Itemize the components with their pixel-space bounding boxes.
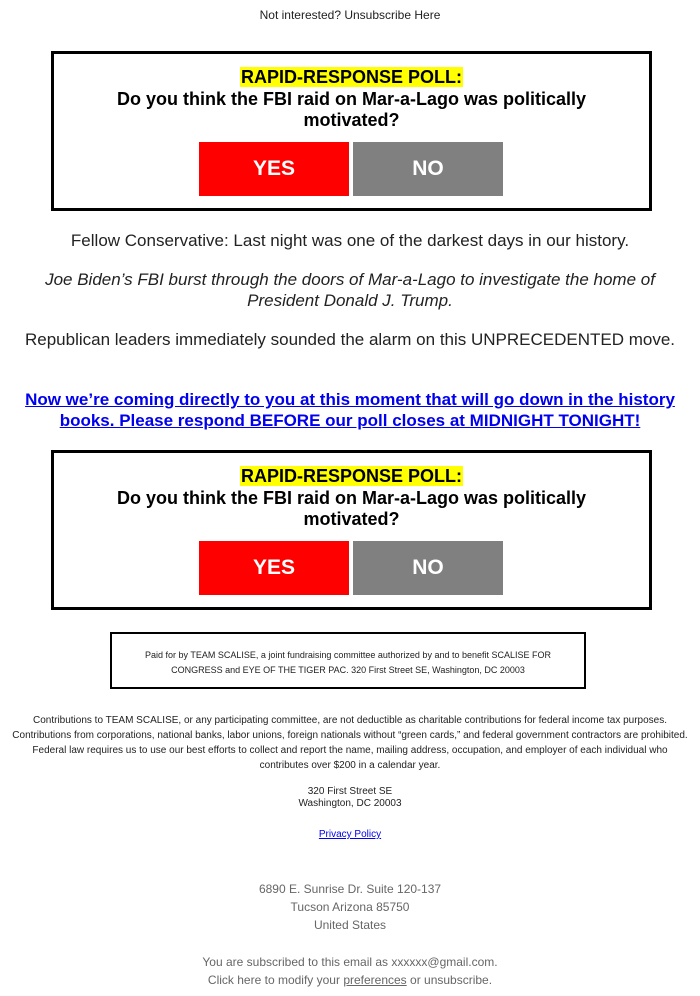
committee-address (0, 786, 700, 810)
subscribed-text: You are subscribed to this email as xxxxxx@gmail.com. (202, 955, 498, 969)
address-line: 6890 E. Sunrise Dr. Suite 120-137 (258, 882, 442, 896)
poll-label: RAPID-RESPONSE POLL: (240, 67, 463, 87)
address-line: United States (313, 918, 387, 932)
poll-label: RAPID-RESPONSE POLL: (240, 466, 463, 486)
modify-line (0, 971, 700, 989)
body-paragraph-1: Fellow Conservative: Last night was one of the darkest days in our history. (70, 231, 630, 250)
poll-question: Do you think the FBI raid on Mar-a-Lago was politically motivated? (116, 89, 587, 130)
address-line: Washington, DC 20003 (298, 798, 402, 809)
address-line: Tucson Arizona 85750 (290, 900, 410, 914)
poll-box-bottom (51, 450, 652, 610)
yes-button[interactable]: YES (199, 142, 349, 196)
body-paragraph-2: Joe Biden’s FBI burst through the doors of Mar-a-Lago to investigate the home of President Donald J. Trump. (45, 270, 655, 310)
yes-button[interactable]: YES (199, 541, 349, 595)
no-button[interactable]: NO (353, 142, 503, 196)
poll-box-top (51, 51, 652, 211)
paid-for-disclaimer: Paid for by TEAM SCALISE, a joint fundraising committee authorized by and to benefit SCALISE FOR CONGRESS and EYE OF THE TIGER PAC. 320 First Street SE, Washington, DC 20003 (110, 632, 586, 689)
modify-suffix: or unsubscribe. (406, 973, 493, 987)
subscription-info (0, 953, 700, 989)
mailing-address (0, 880, 700, 934)
address-line: 320 First Street SE (307, 786, 393, 797)
unsubscribe-link[interactable]: Not interested? Unsubscribe Here (259, 8, 441, 22)
modify-prefix: Click here to modify your (207, 973, 344, 987)
no-button[interactable]: NO (353, 541, 503, 595)
body-paragraph-3: Republican leaders immediately sounded the alarm on this UNPRECEDENTED move. (24, 330, 676, 349)
preferences-link[interactable]: preferences (343, 973, 407, 987)
cta-link[interactable]: Now we’re coming directly to you at this moment that will go down in the history books. Please respond BEFORE our poll closes at MIDNIGHT TONIGHT! (25, 390, 675, 430)
privacy-policy-link[interactable]: Privacy Policy (318, 829, 382, 840)
contribution-disclaimer: Contributions to TEAM SCALISE, or any participating committee, are not deductible as charitable contributions for federal income tax purposes. Contributions from corporations, national banks, labor unions, foreign nationals without “green cards,” and federal government contractors are prohibited. Federal law requires us to use our best efforts to collect and report the name, mailing address, occupation, and employer of each individual who contributes over $200 in a calendar year. (12, 715, 688, 771)
poll-question: Do you think the FBI raid on Mar-a-Lago was politically motivated? (116, 488, 587, 529)
